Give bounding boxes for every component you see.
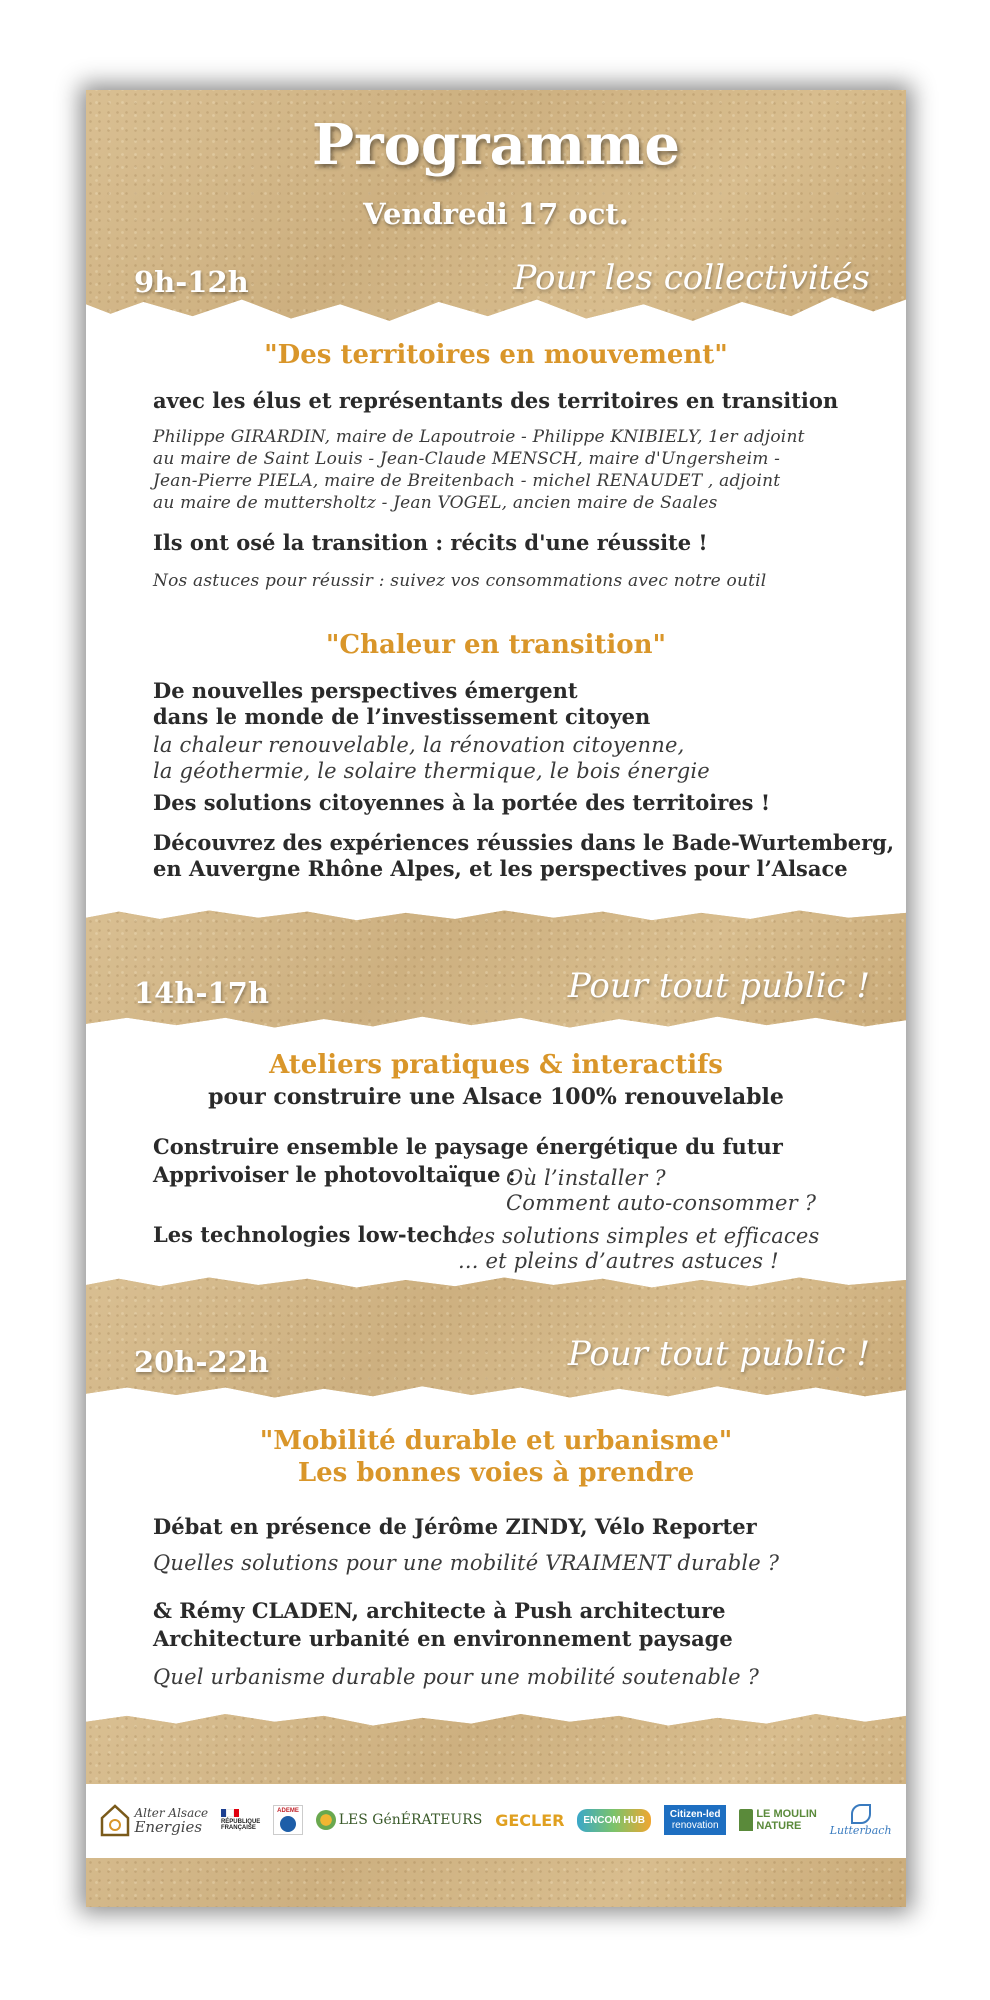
logo-lutterbach-text: Lutterbach <box>829 1823 892 1837</box>
logo-encom-hub <box>577 1809 651 1832</box>
logo-ademe-text: ADEME <box>277 1808 299 1814</box>
mobilite-line-2b: Architecture urbanité en environnement paysage <box>153 1626 733 1651</box>
chaleur-line-2: Des solutions citoyennes à la portée des territoires ! <box>153 790 771 815</box>
session-time-afternoon: 14h-17h <box>134 976 269 1010</box>
logo-alter-alsace <box>100 1803 208 1837</box>
swirl-icon <box>851 1804 871 1824</box>
logo-republique-line-1: RÉPUBLIQUE <box>220 1819 261 1825</box>
logo-gecler <box>495 1811 564 1830</box>
mobilite-script-1: Quelles solutions pour une mobilité VRAIMENT durable ? <box>153 1551 780 1575</box>
ateliers-lowtech-script-b: ... et pleins d’autres astuces ! <box>458 1249 779 1273</box>
territoires-success: Ils ont osé la transition : récits d'une réussite ! <box>153 530 708 555</box>
speaker-line-2: au maire de Saint Louis - Jean-Claude MENSCH, maire d'Ungersheim - <box>153 449 781 469</box>
session-audience-afternoon: Pour tout public ! <box>567 966 870 1006</box>
ateliers-subheading: pour construire une Alsace 100% renouvelable <box>208 1084 784 1110</box>
chaleur-line-3a: Découvrez des expériences réussies dans le Bade-Wurtemberg, <box>153 830 895 855</box>
session-audience-evening: Pour tout public ! <box>567 1334 870 1374</box>
ademe-emblem-icon <box>280 1816 296 1832</box>
territoires-tip: Nos astuces pour réussir : suivez vos consommations avec notre outil <box>153 571 767 591</box>
logo-ademe <box>273 1805 303 1835</box>
block-subheading-mobilite: Les bonnes voies à prendre <box>297 1458 695 1488</box>
block-heading-chaleur: "Chaleur en transition" <box>325 630 667 660</box>
speaker-line-1: Philippe GIRARDIN, maire de Lapoutroie - Philippe KNIBIELY, 1er adjoint <box>153 427 805 447</box>
logo-les-generateurs-text: LES GénÉRATEURS <box>338 1812 483 1828</box>
block-heading-mobilite: "Mobilité durable et urbanisme" <box>259 1426 733 1456</box>
logo-moulin-nature <box>739 1808 817 1832</box>
mobilite-line-2a: & Rémy CLADEN, architecte à Push architecture <box>153 1598 726 1623</box>
logo-citizen-led-line-2: renovation <box>671 1820 719 1831</box>
sun-icon <box>316 1810 336 1830</box>
speaker-line-4: au maire de muttersholtz - Jean VOGEL, ancien maire de Saales <box>153 493 718 513</box>
ateliers-line-3: Les technologies low-tech : <box>153 1222 473 1247</box>
logo-lutterbach <box>830 1804 892 1837</box>
territoires-intro: avec les élus et représentants des territoires en transition <box>153 388 839 413</box>
partner-logos <box>86 1780 906 1860</box>
session-audience-morning: Pour les collectivités <box>513 258 870 298</box>
ateliers-line-2: Apprivoiser le photovoltaïque : <box>153 1162 516 1187</box>
block-heading-ateliers: Ateliers pratiques & interactifs <box>269 1050 723 1080</box>
programme-poster <box>86 90 906 1907</box>
logo-les-generateurs <box>316 1810 483 1830</box>
logo-moulin-line-1: LE MOULIN <box>756 1808 817 1820</box>
ateliers-lowtech-script-a: des solutions simples et efficaces <box>458 1224 820 1248</box>
logo-gecler-text: GECLER <box>495 1810 565 1830</box>
page-title: Programme <box>311 112 681 178</box>
session-time-morning: 9h-12h <box>134 265 249 299</box>
flag-icon <box>221 1809 239 1817</box>
mobilite-script-2: Quel urbanisme durable pour une mobilité soutenable ? <box>153 1665 760 1689</box>
logo-moulin-line-2: NATURE <box>756 1820 802 1832</box>
logo-republique <box>221 1809 260 1831</box>
chaleur-script-b: la géothermie, le solaire thermique, le bois énergie <box>153 759 710 783</box>
mill-icon <box>739 1809 753 1831</box>
logo-citizen-led <box>664 1805 727 1835</box>
ateliers-line-1: Construire ensemble le paysage énergétique du futur <box>153 1134 783 1159</box>
house-icon <box>100 1803 130 1837</box>
chaleur-script-a: la chaleur renouvelable, la rénovation citoyenne, <box>153 733 685 757</box>
chaleur-line-1a: De nouvelles perspectives émergent <box>153 678 578 703</box>
block-heading-territoires: "Des territoires en mouvement" <box>264 340 728 370</box>
logo-alter-alsace-line-1: Alter Alsace <box>134 1806 209 1820</box>
session-time-evening: 20h-22h <box>134 1345 269 1379</box>
logo-republique-line-2: FRANÇAISE <box>220 1825 256 1831</box>
logo-alter-alsace-line-2: Energies <box>134 1818 203 1836</box>
logo-citizen-led-line-1: Citizen-led <box>669 1809 721 1820</box>
speaker-line-3: Jean-Pierre PIELA, maire de Breitenbach - michel RENAUDET , adjoint <box>153 471 781 491</box>
chaleur-line-1b: dans le monde de l’investissement citoyen <box>153 704 651 729</box>
event-date: Vendredi 17 oct. <box>363 197 629 231</box>
chaleur-line-3b: en Auvergne Rhône Alpes, et les perspectives pour l’Alsace <box>153 856 848 881</box>
mobilite-line-1: Débat en présence de Jérôme ZINDY, Vélo Reporter <box>153 1514 757 1539</box>
logo-encom-hub-text: ENCOM HUB <box>583 1814 646 1826</box>
ateliers-pv-script-a: Où l’installer ? <box>506 1166 666 1190</box>
ateliers-pv-script-b: Comment auto-consommer ? <box>506 1191 817 1215</box>
